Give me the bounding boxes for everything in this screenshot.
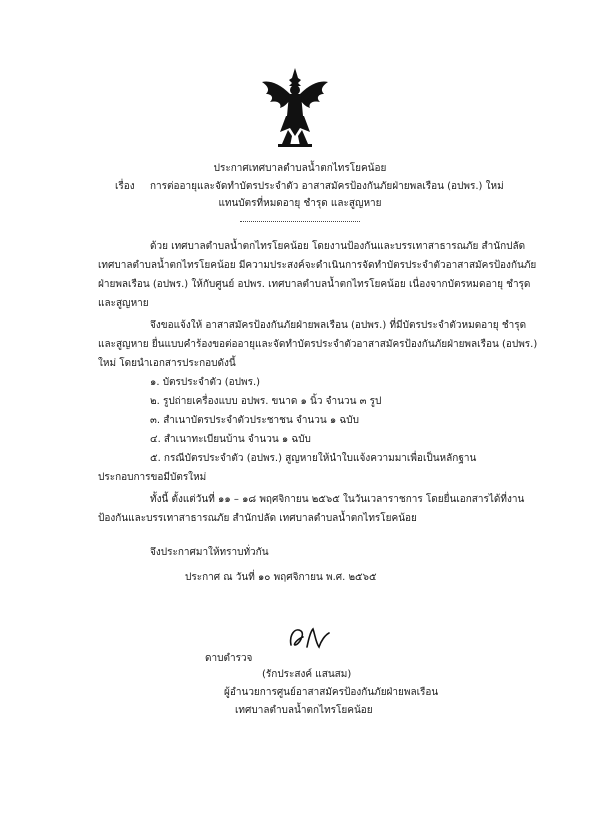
document-list-item: ๕. กรณีบัตรประจำตัว (อปพร.) สูญหายให้นำใบแจ้งความมาเพื่อเป็นหลักฐาน: [150, 453, 477, 464]
announcement-line: จึงประกาศมาให้ทราบทั่วกัน: [150, 547, 269, 558]
title-divider: [240, 221, 360, 222]
subject-label: เรื่อง: [115, 181, 135, 192]
document-list-item: ๑. บัตรประจำตัว (อปพร.): [150, 377, 261, 388]
signer-name: (รักประสงค์ แสนสม): [262, 669, 352, 680]
paragraph-1-line: ฝ่ายพลเรือน (อปพร.) ให้กับศูนย์ อปพร. เทศบาลตำบลน้ำตกไทรโยคน้อย เนื่องจากบัตรหมดอายุ ชำรุด: [98, 279, 531, 290]
subject-text: การต่ออายุและจัดทำบัตรประจำตัว อาสาสมัครป้องกันภัยฝ่ายพลเรือน (อปพร.) ใหม่: [150, 181, 504, 192]
document-list-item: ๔. สำเนาทะเบียนบ้าน จำนวน ๑ ฉบับ: [150, 434, 311, 445]
paragraph-1-line: ด้วย เทศบาลตำบลน้ำตกไทรโยคน้อย โดยงานป้องกันและบรรเทาสาธารณภัย สำนักปลัด: [150, 241, 526, 252]
paragraph-3-line: ทั้งนี้ ตั้งแต่วันที่ ๑๑ – ๑๘ พฤศจิกายน ๒๕๖๕ ในวันเวลาราชการ โดยยื่นเอกสารได้ที่งาน: [150, 494, 525, 505]
signer-title-label: ดาบตำรวจ: [205, 653, 253, 664]
document-list-item: ๒. รูปถ่ายเครื่องแบบ อปพร. ขนาด ๑ นิ้ว จำนวน ๓ รูป: [150, 396, 382, 407]
document-list-item-continued: ประกอบการขอมีบัตรใหม่: [98, 472, 207, 483]
paragraph-1-line: เทศบาลตำบลน้ำตกไทรโยคน้อย มีความประสงค์จะดำเนินการจัดทำบัตรประจำตัวอาสาสมัครป้องกันภัย: [98, 260, 537, 271]
document-list-item: ๓. สำเนาบัตรประจำตัวประชาชน จำนวน ๑ ฉบับ: [150, 415, 359, 426]
paragraph-2-line: และสูญหาย ยื่นแบบคำร้องขอต่ออายุและจัดทำบัตรประจำตัวอาสาสมัครป้องกันภัยฝ่ายพลเรือน (อปพร.): [98, 339, 538, 350]
signer-position: ผู้อำนวยการศูนย์อาสาสมัครป้องกันภัยฝ่ายพลเรือน: [224, 687, 439, 698]
handwritten-signature: [285, 623, 335, 653]
paragraph-1-line: และสูญหาย: [98, 298, 149, 309]
document-title: ประกาศเทศบาลตำบลน้ำตกไทรโยคน้อย: [213, 163, 387, 174]
paragraph-2-line: จึงขอแจ้งให้ อาสาสมัครป้องกันภัยฝ่ายพลเรือน (อปพร.) ที่มีบัตรประจำตัวหมดอายุ ชำรุด: [150, 320, 527, 331]
paragraph-2-line: ใหม่ โดยนำเอกสารประกอบดังนี้: [98, 358, 236, 369]
paragraph-3-line: ป้องกันและบรรเทาสาธารณภัย สำนักปลัด เทศบาลตำบลน้ำตกไทรโยคน้อย: [98, 513, 417, 524]
signer-organization: เทศบาลตำบลน้ำตกไทรโยคน้อย: [235, 705, 373, 716]
issue-date-line: ประกาศ ณ วันที่ ๑๐ พฤศจิกายน พ.ศ. ๒๕๖๕: [185, 572, 377, 583]
garuda-emblem-icon: [260, 66, 330, 150]
subject-text-line2: แทนบัตรที่หมดอายุ ชำรุด และสูญหาย: [218, 198, 382, 209]
